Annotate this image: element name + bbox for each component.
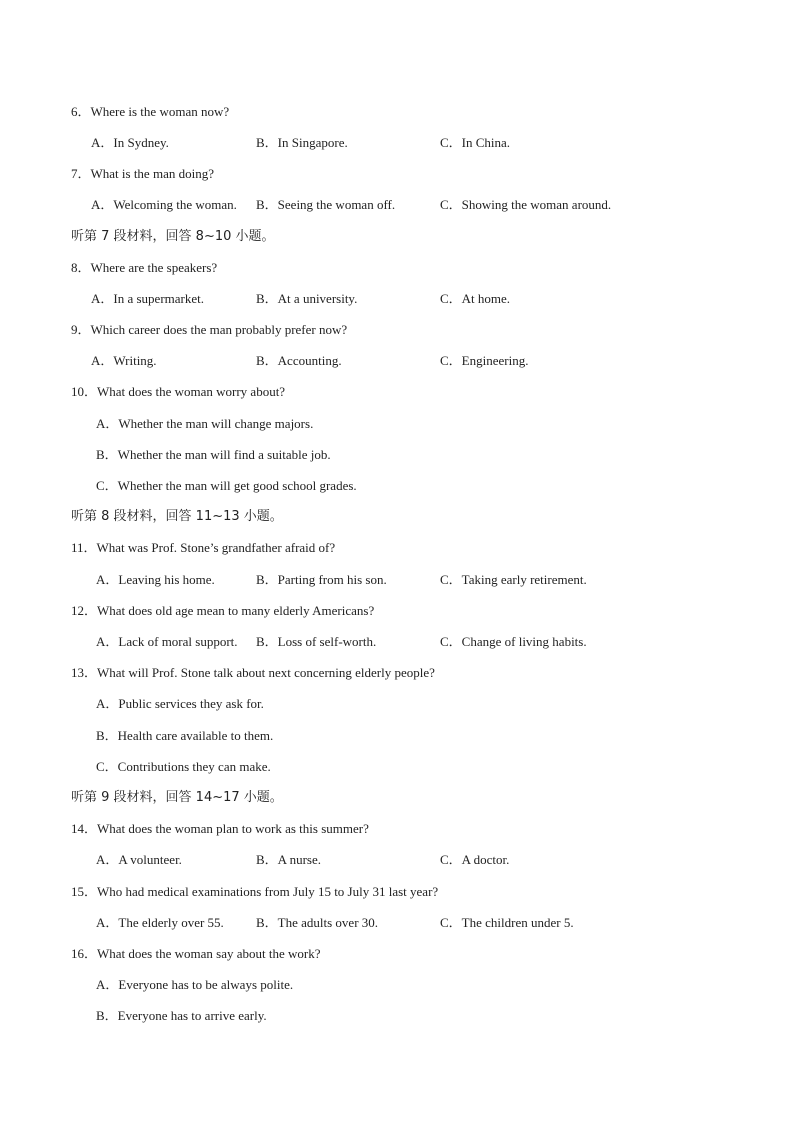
- question-11: 11．What was Prof. Stone’s grandfather afraid of?: [71, 540, 336, 555]
- q8-option-c: C．At home.: [440, 291, 511, 306]
- question-13: 13．What will Prof. Stone talk about next concerning elderly people?: [71, 665, 435, 680]
- q15-option-b: B．The adults over 30.: [256, 915, 379, 930]
- question-7: 7．What is the man doing?: [71, 166, 214, 181]
- question-15: 15．Who had medical examinations from July 15 to July 31 last year?: [71, 884, 439, 899]
- q7-option-b: B．Seeing the woman off.: [256, 197, 396, 212]
- q14-option-b: B．A nurse.: [256, 852, 322, 867]
- q10-option-a: A．Whether the man will change majors.: [96, 416, 314, 431]
- q11-option-c: C．Taking early retirement.: [440, 572, 587, 587]
- question-10: 10．What does the woman worry about?: [71, 384, 286, 399]
- question-16: 16．What does the woman say about the work?: [71, 946, 321, 961]
- question-12: 12．What does old age mean to many elderly Americans?: [71, 603, 375, 618]
- q9-option-c: C．Engineering.: [440, 353, 529, 368]
- q10-option-c: C．Whether the man will get good school grades.: [96, 478, 357, 493]
- q7-option-a: A．Welcoming the woman.: [91, 197, 237, 212]
- q8-option-b: B．At a university.: [256, 291, 358, 306]
- q15-option-a: A．The elderly over 55.: [96, 915, 224, 930]
- q15-option-c: C．The children under 5.: [440, 915, 574, 930]
- question-6: 6．Where is the woman now?: [71, 104, 230, 119]
- q7-option-c: C．Showing the woman around.: [440, 197, 612, 212]
- q12-option-b: B．Loss of self-worth.: [256, 634, 377, 649]
- q12-option-c: C．Change of living habits.: [440, 634, 587, 649]
- q13-option-a: A．Public services they ask for.: [96, 696, 264, 711]
- q13-option-c: C．Contributions they can make.: [96, 759, 271, 774]
- section-7-heading: 听第 7 段材料，回答 8~10 小题。: [71, 229, 275, 244]
- q14-option-c: C．A doctor.: [440, 852, 510, 867]
- q6-option-b: B．In Singapore.: [256, 135, 348, 150]
- q16-option-b: B．Everyone has to arrive early.: [96, 1008, 267, 1023]
- q11-option-b: B．Parting from his son.: [256, 572, 387, 587]
- q14-option-a: A．A volunteer.: [96, 852, 182, 867]
- q9-option-a: A．Writing.: [91, 353, 157, 368]
- q8-option-a: A．In a supermarket.: [91, 291, 204, 306]
- q13-option-b: B．Health care available to them.: [96, 728, 274, 743]
- question-9: 9．Which career does the man probably prefer now?: [71, 322, 348, 337]
- q6-option-a: A．In Sydney.: [91, 135, 169, 150]
- question-14: 14．What does the woman plan to work as this summer?: [71, 821, 369, 836]
- section-8-heading: 听第 8 段材料，回答 11~13 小题。: [71, 509, 283, 524]
- q12-option-a: A．Lack of moral support.: [96, 634, 238, 649]
- q11-option-a: A．Leaving his home.: [96, 572, 215, 587]
- q9-option-b: B．Accounting.: [256, 353, 342, 368]
- question-8: 8．Where are the speakers?: [71, 260, 218, 275]
- q10-option-b: B．Whether the man will find a suitable job.: [96, 447, 331, 462]
- q16-option-a: A．Everyone has to be always polite.: [96, 977, 294, 992]
- section-9-heading: 听第 9 段材料，回答 14~17 小题。: [71, 790, 283, 805]
- q6-option-c: C．In China.: [440, 135, 511, 150]
